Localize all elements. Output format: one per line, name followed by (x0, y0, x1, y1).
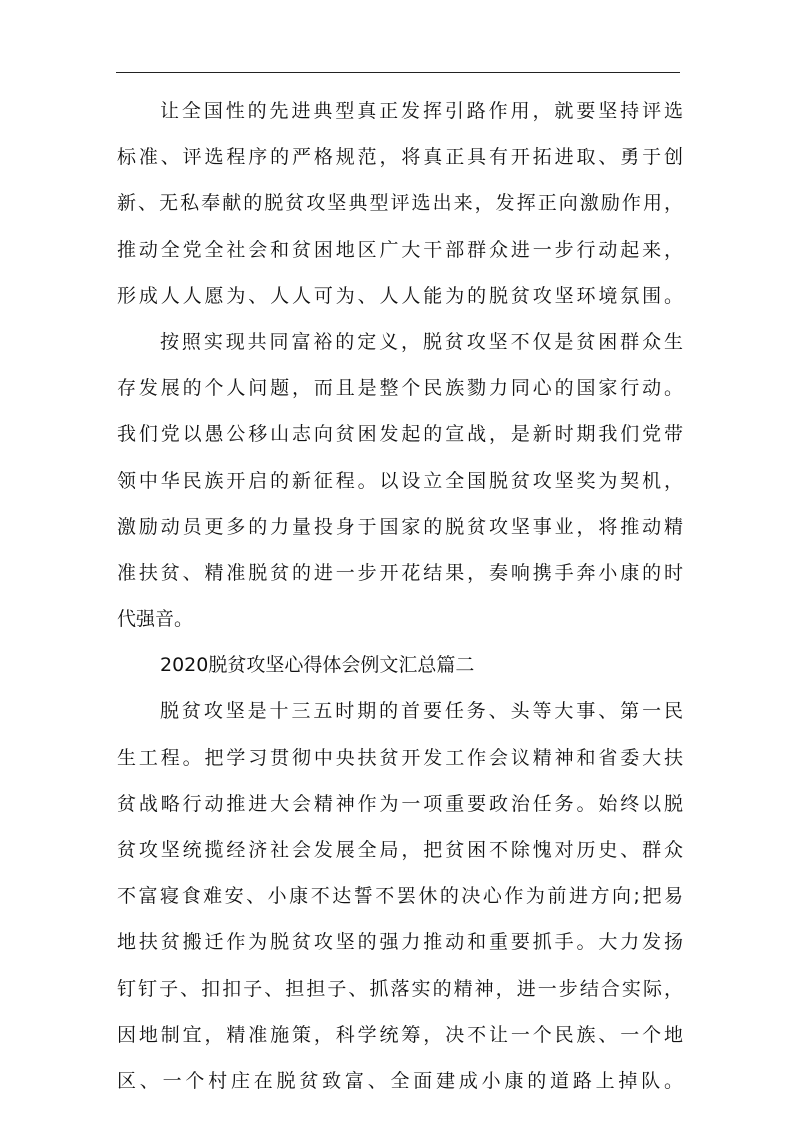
text-line: 存发展的个人问题，而且是整个民族勠力同心的国家行动。 (117, 377, 683, 400)
text-line: 因地制宜，精准施策，科学统筹，决不让一个民族、一个地 (117, 1023, 683, 1046)
text-line: 钉钉子、扣扣子、担担子、抓落实的精神，进一步结合实际， (117, 977, 683, 1000)
text-line: 形成人人愿为、人人可为、人人能为的脱贫攻坚环境氛围。 (117, 284, 683, 307)
text-line: 领中华民族开启的新征程。以设立全国脱贫攻坚奖为契机， (117, 469, 683, 492)
text-line: 地扶贫搬迁作为脱贫攻坚的强力推动和重要抓手。大力发扬 (117, 931, 683, 954)
text-line: 区、一个村庄在脱贫致富、全面建成小康的道路上掉队。 (117, 1069, 683, 1092)
text-line: 脱贫攻坚是十三五时期的首要任务、头等大事、第一民 (160, 700, 683, 723)
text-line: 我们党以愚公移山志向贫困发起的宣战，是新时期我们党带 (117, 423, 683, 446)
text-line: 推动全党全社会和贫困地区广大干部群众进一步行动起来， (117, 238, 683, 261)
text-line: 让全国性的先进典型真正发挥引路作用，就要坚持评选 (160, 100, 683, 122)
text-line: 标准、评选程序的严格规范，将真正具有开拓进取、勇于创 (117, 146, 683, 169)
document-body (117, 88, 683, 1104)
text-line: 贫攻坚统揽经济社会发展全局，把贫困不除愧对历史、群众 (117, 839, 683, 861)
text-line: 准扶贫、精准脱贫的进一步开花结果，奏响携手奔小康的时 (117, 561, 683, 584)
text-line: 贫战略行动推进大会精神作为一项重要政治任务。始终以脱 (117, 792, 683, 815)
header-rule (116, 72, 680, 73)
text-line: 激励动员更多的力量投身于国家的脱贫攻坚事业，将推动精 (117, 515, 683, 538)
section-heading: 2020脱贫攻坚心得体会例文汇总篇二 (160, 654, 475, 677)
text-line: 不富寝食难安、小康不达誓不罢休的决心作为前进方向;把易 (117, 885, 683, 908)
text-line: 生工程。把学习贯彻中央扶贫开发工作会议精神和省委大扶 (117, 746, 683, 769)
text-line: 代强音。 (117, 608, 194, 631)
text-line: 按照实现共同富裕的定义，脱贫攻坚不仅是贫困群众生 (160, 330, 683, 353)
text-line: 新、无私奉献的脱贫攻坚典型评选出来，发挥正向激励作用， (117, 192, 683, 215)
